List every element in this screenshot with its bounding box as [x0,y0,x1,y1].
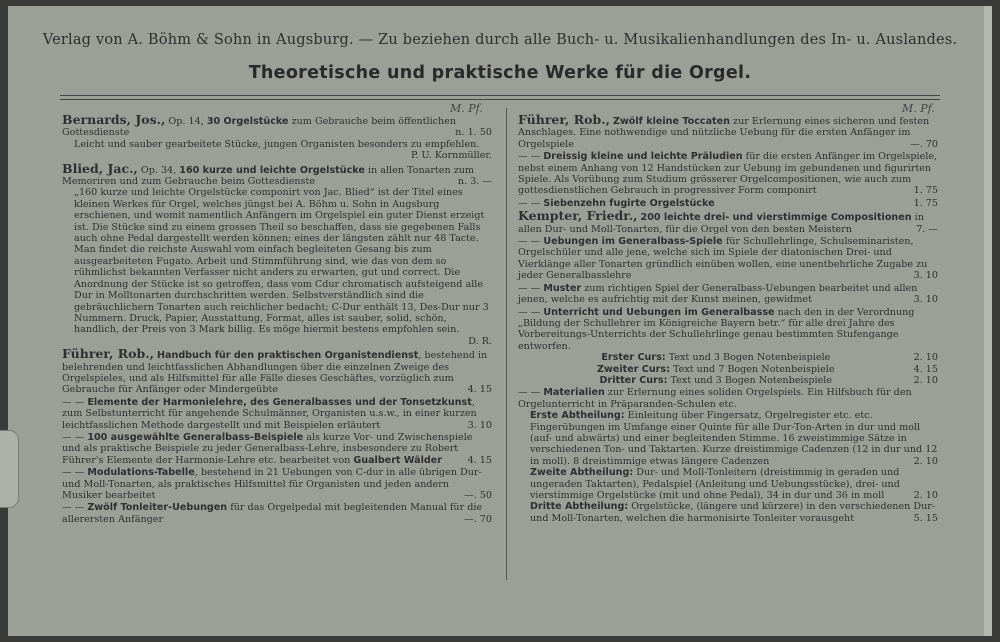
course-3: Dritter Curs: Text und 3 Bogen Notenbeispiele 2. 10 [599,374,938,386]
currency-mark-right: M. Pf. [902,102,935,115]
entry-elemente: — — Elemente der Harmonielehre, des Generalbasses und der Tonsetzkunst, zum Selbstunterricht für angehende Schulmänner, Organisten u.s.w., in einer kurzen leichtfasslichen Methode dargestellt und mit Beispielen erläutert 3. 10 [62,396,492,431]
price: 7. — [916,223,938,235]
review: Leicht und sauber gearbeitete Stücke, jungen Organisten besonders zu empfehlen. [74,138,480,150]
price: —. 50 [464,490,492,501]
review-signature: P. U. Kornmüller. [410,150,492,162]
entry-fugirte-orgelstuecke: — — Siebenzehn fugirte Orgelstücke 1. 75 [518,197,938,209]
price: 2. 10 [913,374,938,386]
top-rule [60,95,940,96]
price: 2. 10 [913,352,938,364]
entry-materialien: — — Materialien zur Erlernung eines soliden Orgelspiels. Ein Hilfsbuch für den Orgelunterricht in Präparanden-Schulen etc. Erste Abtheilung: Einleitung über Fingersatz, Orgelregister etc. etc. Fingerübungen im Umfange einer Quinte für alle Dur-Ton-Arten in dur und moll (auf- und abwärts) und einer begleitenden Stimme. 16 zweistimmige Sätze in verschiedenen Ton- und Taktarten. Kurze dreistimmige Cadenzen (12 in dur und 12 in moll). 8 dreistimmige etwas längere Cadenzen 2. 10 Zweite Abtheilung: Dur- und Moll-Tonleitern (dreistimmig in geraden und ungeraden Taktarten), Pedalspiel (Anleitung und Uebungsstücke), drei- und vierstimmige Orgelstücke (mit und ohne Pedal), 34 in dur und 36 in moll 2. 10 Dritte Abtheilung: Orgelstücke, (längere und kürzere) in den verschiedenen Dur- und Moll-Tonarten, welchen die harmonisirte Tonleiter vorausgeht 5. 15 [518,387,938,524]
price: 3. 10 [913,294,938,306]
left-column [62,114,492,526]
right-column [518,114,938,525]
price: —. 70 [910,138,938,150]
course-1: Erster Curs: Text und 3 Bogen Notenbeispiele 2. 10 [601,352,938,364]
part-1: Erste Abtheilung: Einleitung über Fingersatz, Orgelregister etc. etc. Fingerübungen im Umfange einer Quinte für alle Dur-Ton-Arten in dur und moll (auf- und abwärts) und einer begleitenden Stimme. 16 zweistimmige Sätze in verschiedenen Ton- und Taktarten. Kurze dreistimmige Cadenzen (12 in dur und 12 in moll). 8 dreistimmige etwas längere Cadenzen 2. 10 [530,410,938,467]
price: 1. 75 [913,185,938,197]
price: 2. 10 [913,490,938,501]
entry-kempter: Kempter, Friedr., 200 leichte drei- und vierstimmige Compositionen in allen Dur- und Moll-Tonarten, für die Orgel von den besten Meistern 7. — [518,208,938,235]
entry-fuehrer-handbuch: Führer, Rob., Handbuch für den praktischen Organistendienst, bestehend in belehrenden und leichtfasslichen Abhandlungen über die einzelnen Zweige des Orgelspieles, und als Hilfsmittel für alle Fälle dieses Geschäftes, vorzüglich zum Gebrauche für Anfänger oder Mindergeübte 4. 15 [62,346,492,396]
part-3: Dritte Abtheilung: Orgelstücke, (längere und kürzere) in den verschiedenen Dur- und Moll-Tonarten, welchen die harmonisirte Tonleiter vorausgeht 5. 15 [530,501,938,524]
part-2: Zweite Abtheilung: Dur- und Moll-Tonleitern (dreistimmig in geraden und ungeraden Taktarten), Pedalspiel (Anleitung und Uebungsstücke), drei- und vierstimmige Orgelstücke (mit und ohne Pedal), 34 in dur und 36 in moll 2. 10 [530,467,938,501]
entry-blied: Blied, Jac., Op. 34, 160 kurze und leichte Orgelstücke in allen Tonarten zum Memoriren und zum Gebrauche beim Gottesdienste n. 3. — „160 kurze und leichte Orgelstücke componirt von Jac. Blied“ ist der Titel eines kleinen Werkes für Orgel, welches jüngst bei A. Böhm u. Sohn in Augsburg erschienen, und womit namentlich Anfängern im Orgelspiel ein guter Dienst erzeigt ist. Die Stücke sind zu einem grossen Theil so beschaffen, dass sie gegebenen Falls auch ohne Pedal dargestellt werden können; eines der längsten zählt nur 48 Tacte. Man findet die reichste Auswahl vom einfach begleiteten Gesang bis zum ausgearbeiteten Fugato. Arbeit und Stimmführung sind, wie das von dem so rühmlichst bekannten Verfasser nicht anders zu erwarten, gut und correct. Die Anordnung der Stücke ist so getroffen, dass vom Cdur chromatisch aufsteigend alle Dur in Molltonarten durchschritten werden. Selbstverständlich sind die gebräuchlichern Tonarten auch reichlicher bedacht; C-Dur enthält 13, Des-Dur nur 3 Nummern. Druck, Papier, Ausstattung, Format, alles ist sauber, solid, schön, handlich, der Preis von 3 Mark billig. Es möge hiermit bestens empfohlen sein. D. R. [62,160,492,347]
course-2: Zweiter Curs: Text und 7 Bogen Notenbeispiele 4. 15 [597,363,938,375]
currency-mark-left: M. Pf. [450,102,483,115]
top-rule-thin [60,99,940,100]
price: 5. 15 [913,512,938,524]
price: 3. 10 [467,419,492,431]
price: —. 70 [464,513,492,525]
price: n. 1. 50 [455,127,492,139]
entry-modulations-tabelle: — — Modulations-Tabelle, bestehend in 21 Uebungen von C-dur in alle übrigen Dur- und Moll-Tonarten, als praktisches Hilfsmittel für Organisten und jeden andern Musiker bearbeitet —. 50 [62,467,492,501]
page-edge [984,6,992,636]
price: 4. 15 [467,384,492,396]
entry-muster: — — Muster zum richtigen Spiel der Generalbass-Uebungen bearbeitet und allen jenen, welche es aufrichtig mit der Kunst meinen, gewidmet 3. 10 [518,282,938,306]
entry-praeludien: — — Dreissig kleine und leichte Präludien für die ersten Anfänger im Orgelspiele, nebst einem Anhang von 12 Handstücken zur Uebung im gebundenen und figurirten Spiele. Als Vorübung zum Studium grösserer Orgelcompositionen, wie auch zum gottesdienstlichen Gebrauch in progressiver Form componirt 1. 75 [518,151,938,197]
price: 3. 10 [913,270,938,282]
entry-unterricht: — — Unterricht und Uebungen im Generalbasse nach den in der Verordnung „Bildung der Schullehrer im Königreiche Bayern betr.“ für alle drei Jahre des Vorbereitungs-Unterrichts der Schullehrlinge genau bestimmten Stufengange entworfen. Erster Curs: Text und 3 Bogen Notenbeispiele 2. 10 Zweiter Curs: Text und 7 Bogen Notenbeispiele 4. 15 Dritter Curs: Text und 3 Bogen Notenbeispiele 2. 10 [518,306,938,386]
page-title: Theoretische und praktische Werke für die Orgel. [248,63,752,83]
price: 2. 10 [913,455,938,467]
binding-tab [0,430,19,508]
column-divider [506,108,507,580]
price: 4. 15 [913,363,938,375]
entry-bernards: Bernards, Jos., Op. 14, 30 Orgelstücke zum Gebrauche beim öffentlichen Gottesdienste n. 1. 50 Leicht und sauber gearbeitete Stücke, jungen Organisten besonders zu empfehlen. P. U. Kornmüller. [62,112,492,162]
price: 4. 15 [467,454,492,466]
review: „160 kurze und leichte Orgelstücke componirt von Jac. Blied“ ist der Titel eines kleinen Werkes für Orgel, welches jüngst bei A. Böhm u. Sohn in Augsburg erschienen, und womit namentlich Anfängern im Orgelspiel ein guter Dienst erzeigt ist. Die Stücke sind zu einem grossen Theil so beschaffen, dass sie gegebenen Falls auch ohne Pedal dargestellt werden können; eines der längsten zählt nur 48 Tacte. Man findet die reichste Auswahl vom einfach begleiteten Gesang bis zum ausgearbeiteten Fugato. Arbeit und Stimmführung sind, wie das von dem so rühmlichst bekannten Verfasser nicht anders zu erwarten, gut und correct. Die Anordnung der Stücke ist so getroffen, dass vom Cdur chromatisch aufsteigend alle Dur in Molltonarten durchschritten werden. Selbstverständlich sind die gebräuchlichern Tonarten auch reichlicher bedacht; C-Dur enthält 13, Des-Dur nur 3 Nummern. Druck, Papier, Ausstattung, Format, alles ist sauber, solid, schön, handlich, der Preis von 3 Mark billig. Es möge hiermit bestens empfohlen sein. [74,187,489,336]
entry-toccaten: Führer, Rob., Zwölf kleine Toccaten zur Erlernung eines sicheren und festen Anschlages. Eine nothwendige und nützliche Uebung für die ersten Anfänger im Orgelspiele —. 70 [518,112,938,150]
price: 1. 75 [913,197,938,209]
price: n. 3. — [457,176,492,188]
review-signature: D. R. [468,335,492,347]
entry-generalbass-beispiele: — — 100 ausgewählte Generalbass-Beispiele als kurze Vor- und Zwischenspiele und als praktische Beispiele zu jeder Generalbass-Lehre, insbesondere zu Robert Führer's Elemente der Harmonie-Lehre etc. bearbeitet von Gualbert Wälder 4. 15 [62,431,492,466]
entry-tonleiter-uebungen: — — Zwölf Tonleiter-Uebungen für das Orgelpedal mit begleitenden Manual für die allerersten Anfänger —. 70 [62,502,492,525]
publisher-line: Verlag von A. Böhm & Sohn in Augsburg. — Zu beziehen durch alle Buch- u. Musikalienhandlungen des In- u. Auslandes. [42,32,958,48]
entry-generalbass-spiele: — — Uebungen im Generalbass-Spiele für Schullehrlinge, Schulseminaristen, Orgelschüler und alle jene, welche sich im Spiele der diatonischen Drei- und Vierklänge aller Tonarten gründlich einüben wollen, eine unentbehrliche Zugabe zu jeder Generalbasslehre 3. 10 [518,236,938,282]
